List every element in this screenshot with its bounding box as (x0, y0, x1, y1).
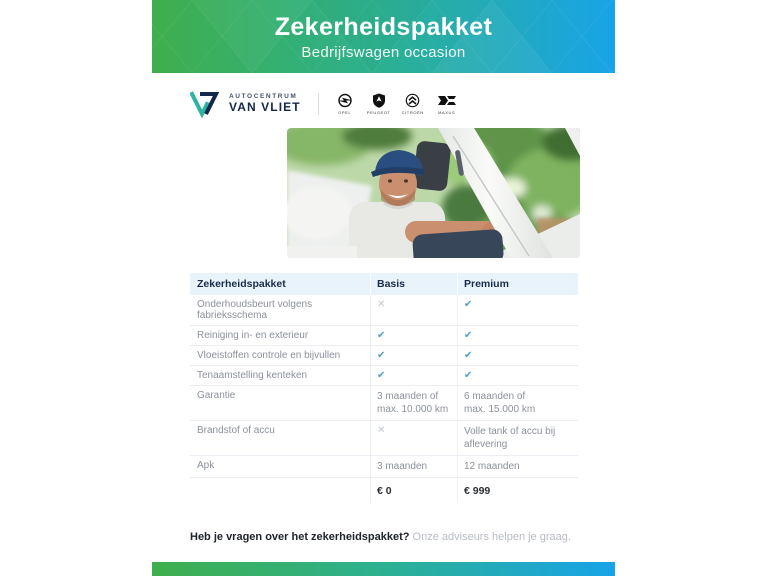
table-row (190, 295, 578, 325)
comparison-table (190, 273, 578, 503)
premium-cell: Volle tank of accu bij aflevering (457, 421, 578, 455)
opel-logo-icon (337, 93, 353, 108)
basis-cell (370, 366, 457, 385)
brand-peugeot (368, 93, 390, 115)
premium-cell (457, 346, 578, 365)
table-header-row (190, 273, 578, 295)
page-title: Zekerheidspakket (274, 13, 493, 41)
basis-cell (370, 295, 457, 325)
check-icon: ✔ (464, 330, 473, 341)
premium-cell: 12 maanden (457, 456, 578, 477)
table-body (190, 295, 578, 477)
basis-cell: 3 maanden of max. 10.000 km (370, 386, 457, 420)
row-label: Brandstof of accu (197, 425, 275, 436)
brand-name: MAXUS (438, 109, 456, 115)
footer-question-bold: Heb je vragen over het zekerheidspakket? (190, 531, 413, 543)
table-row (190, 345, 578, 365)
premium-cell: 6 maanden of max. 15.000 km (457, 386, 578, 420)
van-vliet-logo-icon (190, 90, 222, 118)
row-label: Garantie (197, 390, 236, 401)
check-icon: ✔ (377, 350, 386, 361)
table-header-premium: Premium (457, 273, 578, 295)
hero-photo (287, 128, 580, 258)
row-label: Tenaamstelling kenteken (197, 370, 308, 381)
price-row-spacer (190, 478, 370, 503)
basis-cell (370, 421, 457, 455)
logo-row (190, 88, 458, 120)
row-label: Apk (197, 460, 215, 471)
table-row (190, 420, 578, 455)
page-subtitle: Bedrijfswagen occasion (301, 44, 466, 61)
premium-cell (457, 366, 578, 385)
premium-cell (457, 295, 578, 325)
cross-icon: ✕ (377, 425, 386, 436)
premium-cell (457, 326, 578, 345)
brand-maxus (436, 93, 458, 115)
dealer-name-bottom: VAN VLIET (229, 100, 301, 115)
brand-name: OPEL (338, 109, 352, 115)
maxus-logo-icon (437, 93, 457, 108)
peugeot-logo-icon (372, 93, 386, 108)
check-icon: ✔ (464, 370, 473, 381)
basis-cell (370, 326, 457, 345)
brand-name: CITROËN (401, 109, 424, 115)
table-row (190, 455, 578, 477)
price-premium: € 999 (457, 478, 578, 503)
table-row (190, 385, 578, 420)
brand-citroen (402, 93, 424, 115)
header-banner (152, 0, 615, 73)
footer-gradient-bar (152, 562, 615, 576)
price-row (190, 477, 578, 503)
delivery-driver-illustration (287, 128, 580, 258)
logo-divider (318, 93, 319, 115)
table-header-basis: Basis (370, 273, 457, 295)
table-header-package: Zekerheidspakket (197, 278, 286, 290)
cross-icon: ✕ (377, 299, 386, 310)
basis-cell: 3 maanden (370, 456, 457, 477)
check-icon: ✔ (464, 299, 473, 310)
check-icon: ✔ (377, 330, 386, 341)
dealer-name-top: AUTOCENTRUM (229, 93, 298, 101)
check-icon: ✔ (377, 370, 386, 381)
brand-name: PEUGEOT (366, 109, 391, 115)
row-label: Vloeistoffen controle en bijvullen (197, 350, 341, 361)
footer-question (190, 531, 571, 543)
price-basis: € 0 (370, 478, 457, 503)
table-row (190, 325, 578, 345)
check-icon: ✔ (464, 350, 473, 361)
basis-cell (370, 346, 457, 365)
brand-opel (334, 93, 356, 115)
row-label: Onderhoudsbeurt volgens fabrieksschema (197, 299, 313, 321)
table-row (190, 365, 578, 385)
row-label: Reiniging in- en exterieur (197, 330, 309, 341)
footer-question-rest: Onze adviseurs helpen je graag. (412, 531, 571, 543)
citroen-logo-icon (405, 93, 420, 108)
dealer-name (229, 94, 301, 113)
brand-logos (334, 93, 458, 115)
